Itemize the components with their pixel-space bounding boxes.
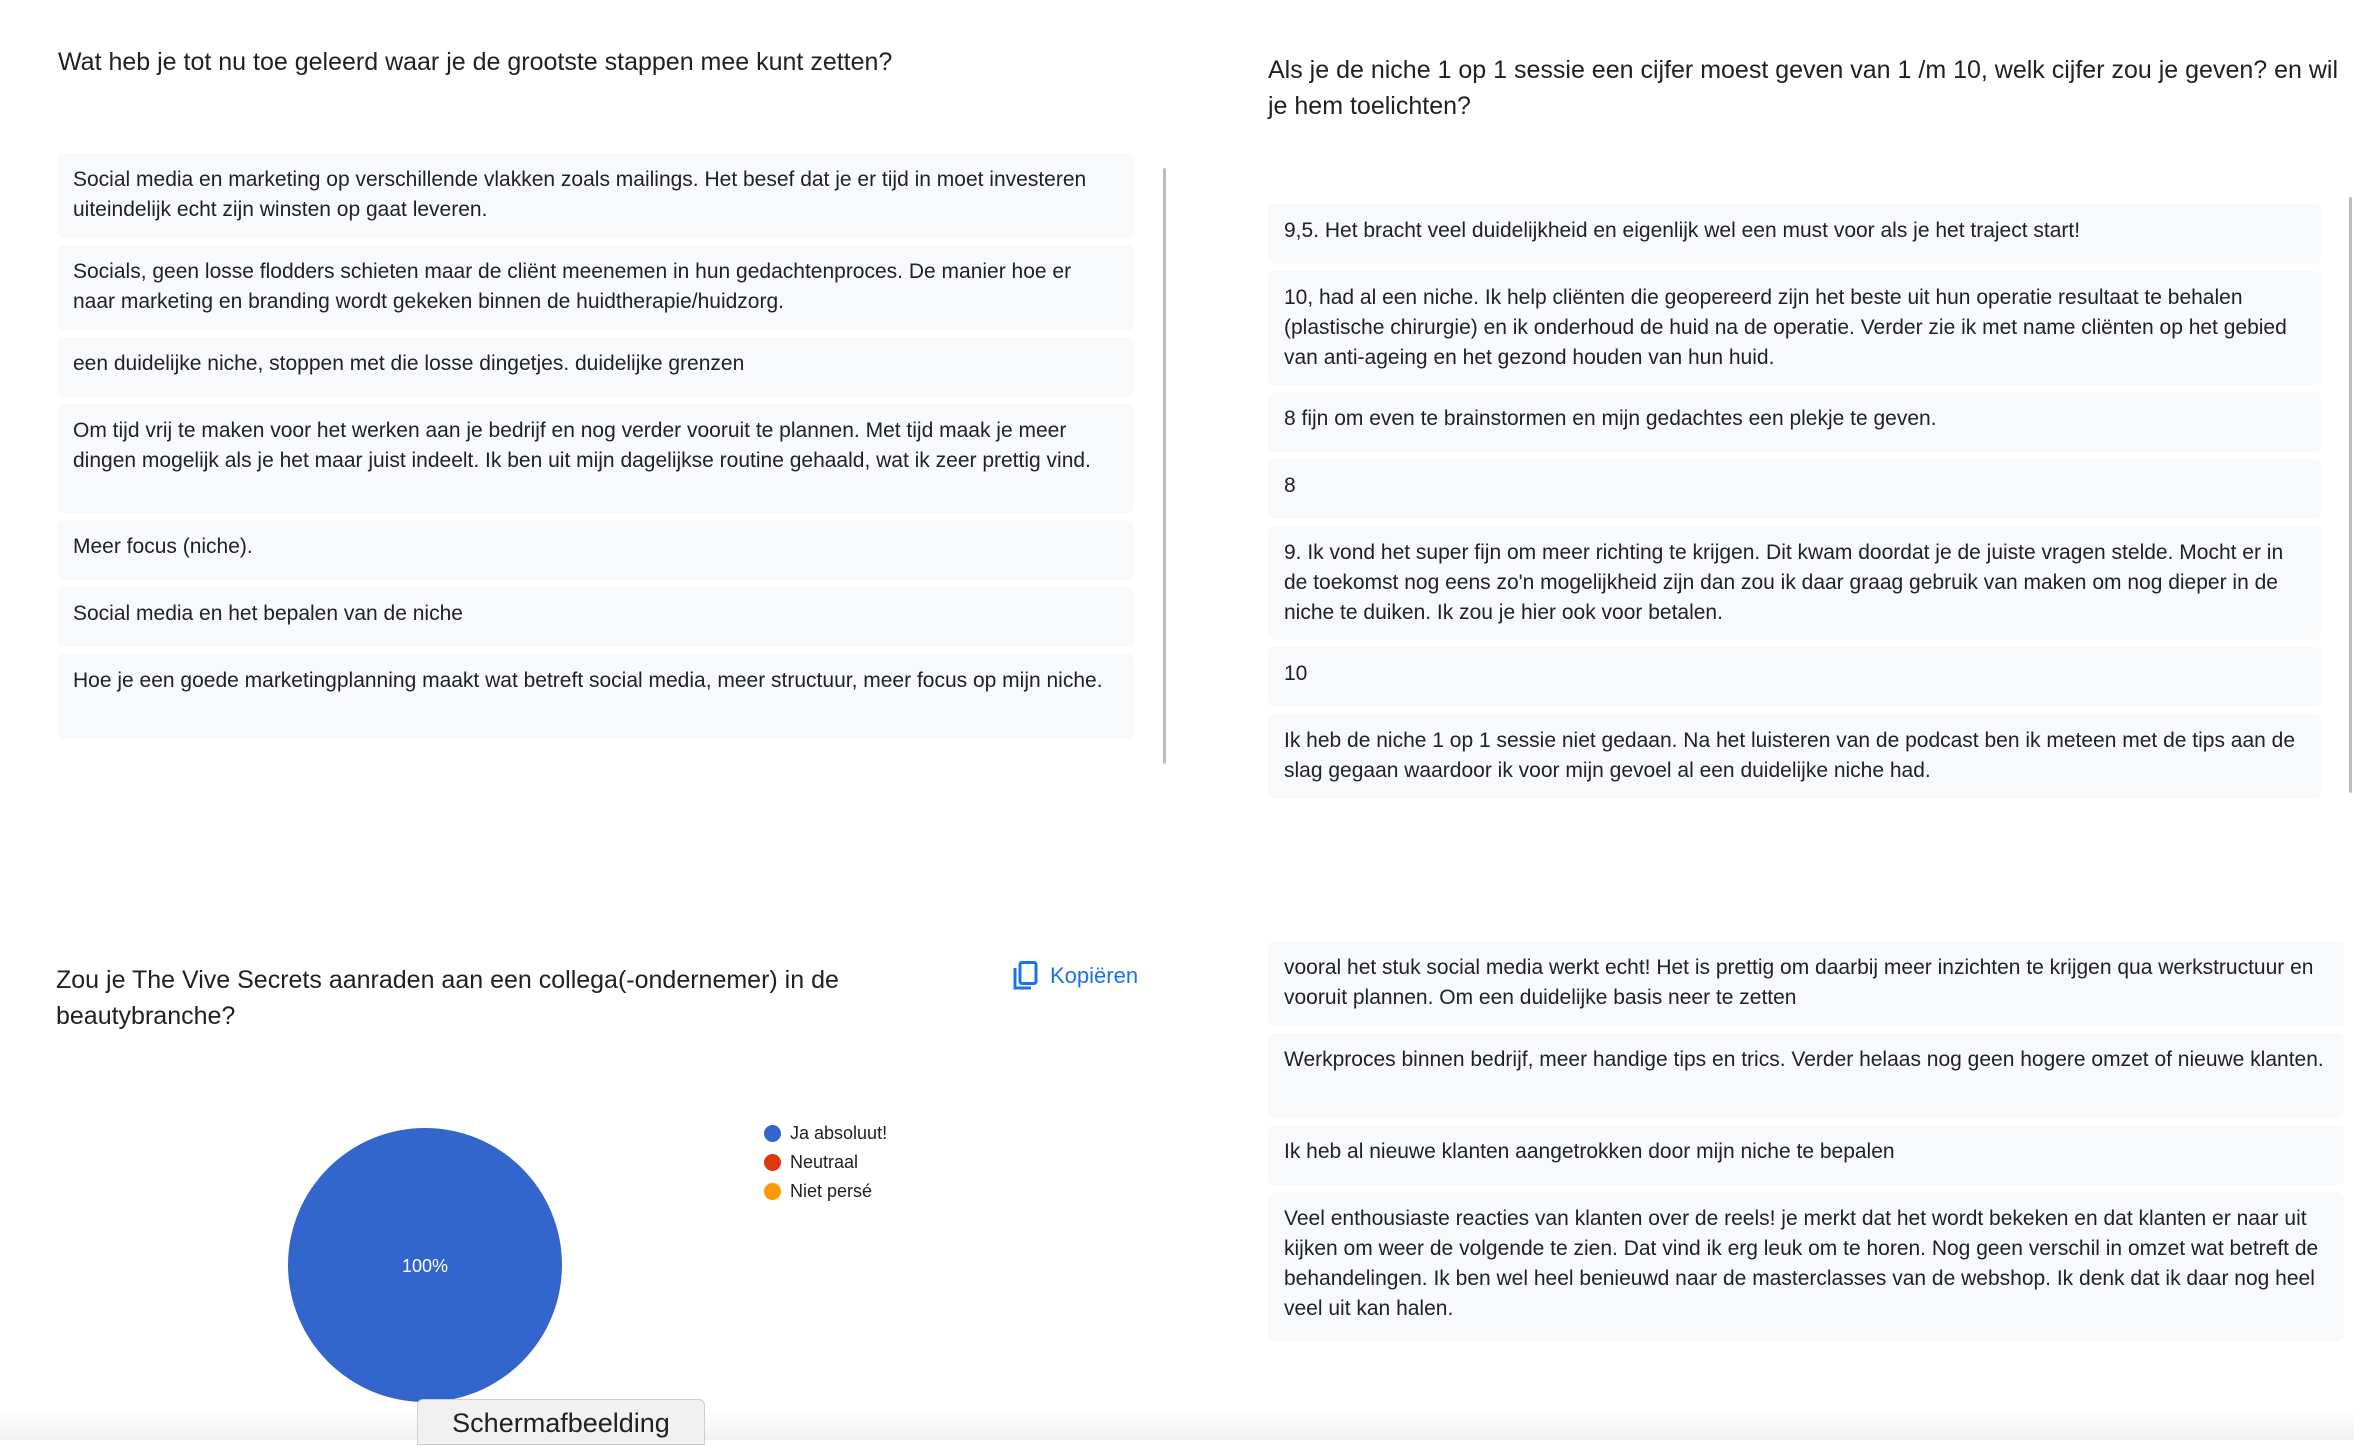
legend-dot-icon [764, 1125, 781, 1142]
list-item: Werkproces binnen bedrijf, meer handige tips en trics. Verder helaas nog geen hogere omzet of nieuwe klanten. [1268, 1033, 2344, 1118]
copy-icon [1012, 961, 1038, 991]
q1-scrollbar[interactable] [1163, 168, 1166, 764]
list-item: 9. Ik vond het super fijn om meer richting te krijgen. Dit kwam doordat je de juiste vragen stelde. Mocht er in de toekomst nog eens zo'n mogelijkheid zijn dan zou ik daar graag gebruik van maken om nog dieper in de niche te duiken. Ik zou je hier ook voor betalen. [1268, 526, 2321, 640]
list-item: Ik heb al nieuwe klanten aangetrokken door mijn niche te bepalen [1268, 1125, 2344, 1185]
list-item: 8 fijn om even te brainstormen en mijn gedachtes een plekje te geven. [1268, 392, 2321, 452]
legend-label: Neutraal [790, 1152, 859, 1172]
copy-label: Kopiëren [1050, 963, 1139, 988]
list-item: Veel enthousiaste reacties van klanten over de reels! je merkt dat het wordt bekeken en dat klanten er naar uit kijken om weer de volgende te zien. Dat vind ik erg leuk om te horen. Nog geen verschil in omzet wat betreft de behandelingen. Ik ben wel heel benieuwd naar de masterclasses van de webshop. Ik denk dat ik daar nog heel veel uit kan halen. [1268, 1192, 2344, 1341]
legend-item [764, 1148, 887, 1177]
q3-title: Zou je The Vive Secrets aanraden aan een collega(-ondernemer) in de beautybranche? [56, 966, 839, 1030]
screenshot-tooltip: Schermafbeelding [417, 1399, 705, 1445]
legend-item [764, 1119, 887, 1148]
chart-legend [764, 1119, 887, 1206]
list-item: Om tijd vrij te maken voor het werken aan je bedrijf en nog verder vooruit te plannen. Met tijd maak je meer dingen mogelijk als je het maar juist indeelt. Ik ben uit mijn dagelijkse routine gehaald, wat ik zeer prettig vind. [57, 404, 1134, 513]
copy-button[interactable] [1012, 961, 1138, 991]
list-item: 10 [1268, 647, 2321, 707]
legend-dot-icon [764, 1154, 781, 1171]
list-item: Ik heb de niche 1 op 1 sessie niet gedaan. Na het luisteren van de podcast ben ik meteen met de tips aan de slag gegaan waardoor ik voor mijn gevoel al een duidelijke niche had. [1268, 714, 2321, 799]
bottom-fade [0, 1410, 2354, 1440]
list-item: Meer focus (niche). [57, 520, 1134, 580]
q2-title: Als je de niche 1 op 1 sessie een cijfer moest geven van 1 /m 10, welk cijfer zou je geven? en wil je hem toelichten? [1268, 56, 2339, 120]
list-item: Social media en het bepalen van de niche [57, 587, 1134, 647]
q1-response-list[interactable] [57, 153, 1134, 746]
q2-scrollbar[interactable] [2349, 197, 2352, 793]
list-item: Socials, geen losse flodders schieten maar de cliënt meenemen in hun gedachtenproces. De manier hoe er naar marketing en branding wordt gekeken binnen de huidtherapie/huidzorg. [57, 245, 1134, 330]
list-item: Social media en marketing op verschillende vlakken zoals mailings. Het besef dat je er tijd in moet investeren uiteindelijk echt zijn winsten op gaat leveren. [57, 153, 1134, 238]
pie-data-label: 100% [401, 1255, 449, 1276]
legend-dot-icon [764, 1183, 781, 1200]
list-item: een duidelijke niche, stoppen met die losse dingetjes. duidelijke grenzen [57, 337, 1134, 397]
pie-chart [280, 1120, 570, 1410]
legend-item [764, 1177, 887, 1206]
q4-response-list[interactable] [1268, 941, 2344, 1348]
list-item: 10, had al een niche. Ik help cliënten die geopereerd zijn het beste uit hun operatie resultaat te behalen (plastische chirurgie) en ik onderhoud de huid na de operatie. Verder zie ik met name cliënten op het gebied van anti-ageing en het gezond houden van hun huid. [1268, 271, 2321, 385]
q1-title: Wat heb je tot nu toe geleerd waar je de grootste stappen mee kunt zetten? [58, 48, 893, 76]
legend-label: Niet persé [790, 1181, 873, 1201]
q2-response-list[interactable] [1268, 204, 2321, 806]
list-item: 9,5. Het bracht veel duidelijkheid en eigenlijk wel een must voor als je het traject start! [1268, 204, 2321, 264]
list-item: Hoe je een goede marketingplanning maakt wat betreft social media, meer structuur, meer focus op mijn niche. [57, 654, 1134, 739]
list-item: 8 [1268, 459, 2321, 519]
legend-label: Ja absoluut! [790, 1123, 888, 1143]
list-item: vooral het stuk social media werkt echt! Het is prettig om daarbij meer inzichten te krijgen qua werkstructuur en vooruit plannen. Om een duidelijke basis neer te zetten [1268, 941, 2344, 1026]
